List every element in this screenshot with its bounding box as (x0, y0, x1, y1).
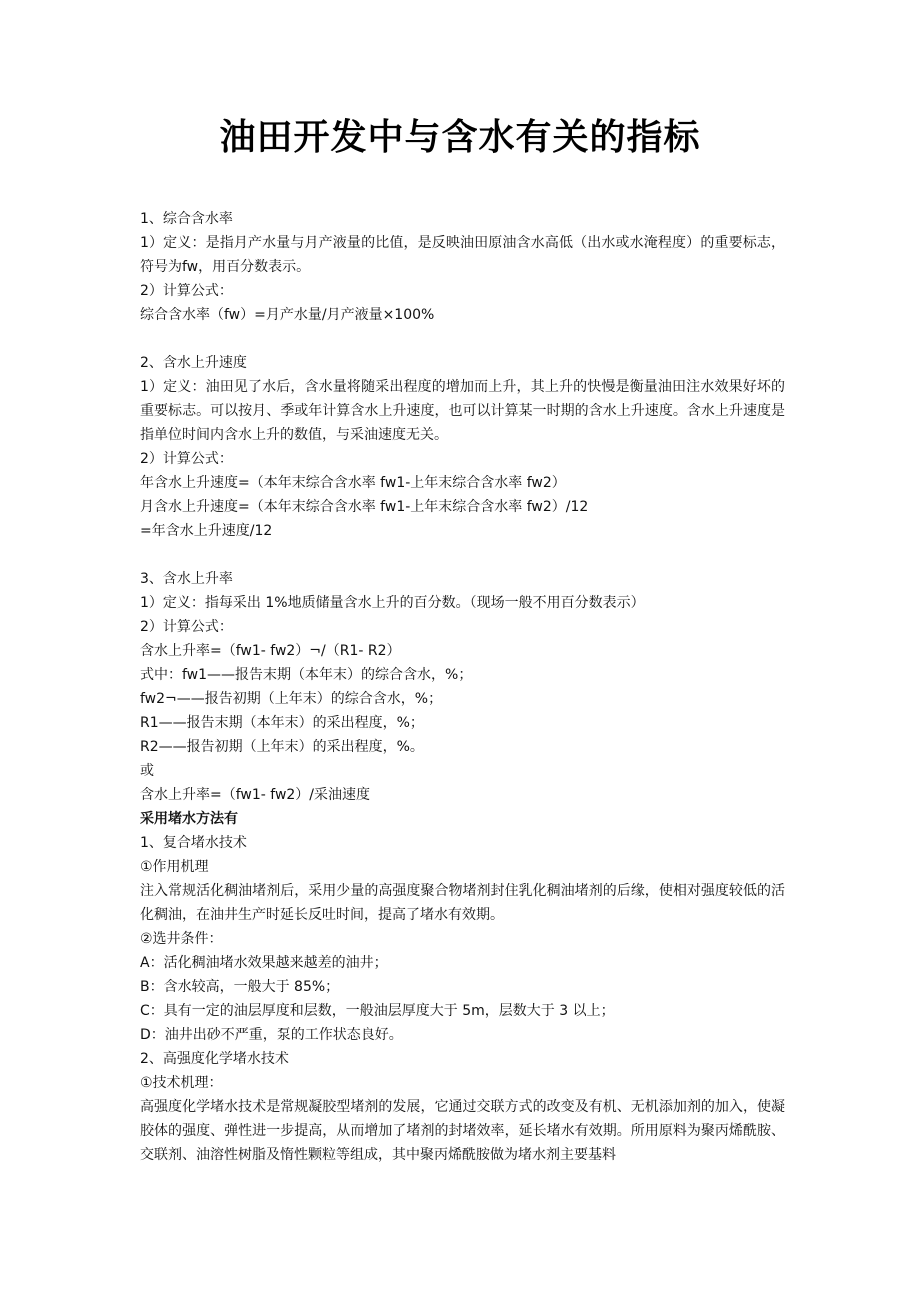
section-3-where-fw2: fw2¬——报告初期（上年末）的综合含水，%； (140, 691, 443, 707)
section-1-formula: 综合含水率（fw）=月产水量/月产液量×100% (140, 307, 435, 323)
method-1-mechanism-label: ①作用机理 (140, 859, 209, 875)
method-1-condition-b: B：含水较高，一般大于 85%； (140, 979, 340, 995)
method-1-condition-c: C：具有一定的油层厚度和层数，一般油层厚度大于 5m，层数大于 3 以上； (140, 1003, 615, 1019)
section-2-formula-year: 年含水上升速度=（本年末综合含水率 fw1-上年末综合含水率 fw2） (140, 475, 566, 491)
section-2-formula-month: 月含水上升速度=（本年末综合含水率 fw1-上年末综合含水率 fw2）/12 (140, 499, 589, 515)
section-3-definition: 1）定义：指每采出 1%地质储量含水上升的百分数。（现场一般不用百分数表示） (140, 595, 645, 611)
section-2-formula-month-alt: =年含水上升速度/12 (140, 523, 273, 539)
document-title: 油田开发中与含水有关的指标 (219, 117, 701, 158)
section-1-definition: 1）定义：是指月产水量与月产液量的比值，是反映油田原油含水高低（出水或水淹程度）的重要标志，符号为fw，用百分数表示。 (140, 235, 785, 275)
method-1-condition-a: A：活化稠油堵水效果越来越差的油井； (140, 955, 388, 971)
section-2-heading: 2、含水上升速度 (140, 355, 247, 371)
section-1-formula-label: 2）计算公式： (140, 283, 233, 299)
section-3-where-r2: R2——报告初期（上年末）的采出程度，%。 (140, 739, 424, 755)
section-3-formula-label: 2）计算公式： (140, 619, 233, 635)
method-1-conditions-label: ②选井条件： (140, 931, 223, 947)
section-3-formula: 含水上升率=（fw1- fw2）¬/（R1- R2） (140, 643, 401, 659)
section-2-definition: 1）定义：油田见了水后，含水量将随采出程度的增加而上升，其上升的快慢是衡量油田注水效果好坏的重要标志。可以按月、季或年计算含水上升速度，也可以计算某一时期的含水上升速度。含水上升速度是指单位时间内含水上升的数值，与采油速度无关。 (140, 379, 785, 443)
section-3-where-r1: R1——报告末期（本年末）的采出程度，%； (140, 715, 424, 731)
section-1-heading: 1、综合含水率 (140, 211, 233, 227)
method-1-heading: 1、复合堵水技术 (140, 835, 247, 851)
blank-line (140, 327, 785, 351)
section-3-or: 或 (140, 763, 154, 779)
method-2-heading: 2、高强度化学堵水技术 (140, 1051, 289, 1067)
method-2-mechanism: 高强度化学堵水技术是常规凝胶型堵剂的发展，它通过交联方式的改变及有机、无机添加剂的加入，使凝胶体的强度、弹性进一步提高，从而增加了堵剂的封堵效率，延长堵水有效期。所用原料为聚丙烯酰胺、交联剂、油溶性树脂及惰性颗粒等组成，其中聚丙烯酰胺做为堵水剂主要基料 (140, 1099, 785, 1163)
section-3-heading: 3、含水上升率 (140, 571, 233, 587)
section-3-where-fw1: 式中：fw1——报告末期（本年末）的综合含水，%； (140, 667, 473, 683)
method-2-mechanism-label: ①技术机理： (140, 1075, 223, 1091)
blank-line (140, 543, 785, 567)
method-1-condition-d: D：油井出砂不严重，泵的工作状态良好。 (140, 1027, 403, 1043)
section-2-formula-label: 2）计算公式： (140, 451, 233, 467)
document-body (140, 207, 785, 1167)
methods-heading: 采用堵水方法有 (140, 811, 238, 827)
section-3-formula-alt: 含水上升率=（fw1- fw2）/采油速度 (140, 787, 371, 803)
method-1-mechanism: 注入常规活化稠油堵剂后，采用少量的高强度聚合物堵剂封住乳化稠油堵剂的后缘，使相对强度较低的活化稠油，在油井生产时延长反吐时间，提高了堵水有效期。 (140, 883, 785, 923)
